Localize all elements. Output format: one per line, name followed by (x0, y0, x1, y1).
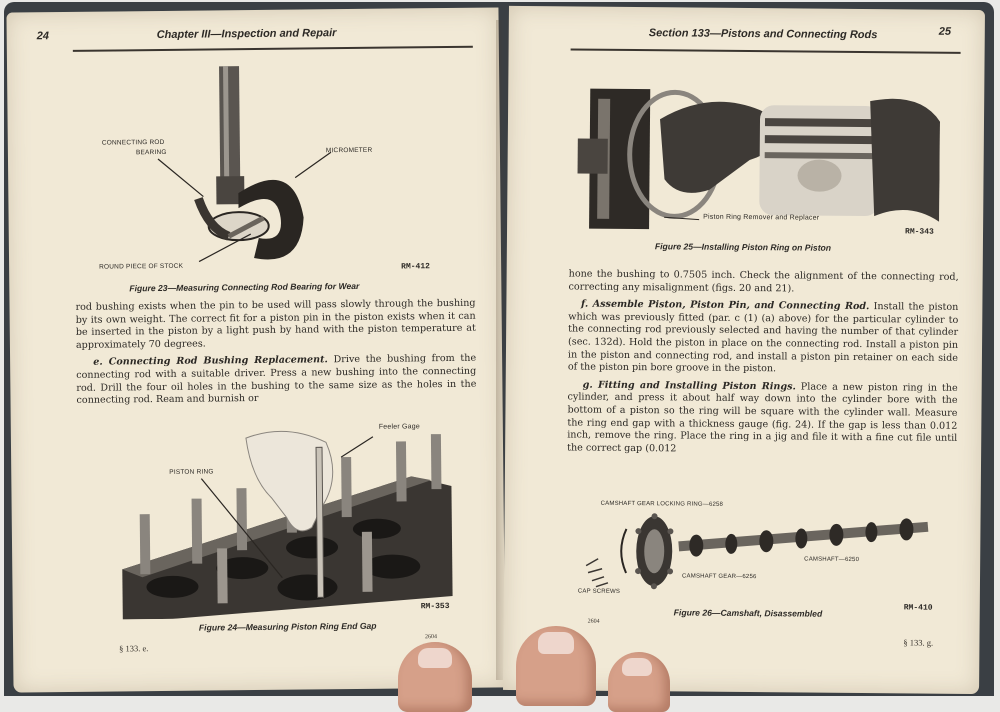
callout-locking-ring: CAMSHAFT GEAR LOCKING RING—6258 (600, 500, 724, 508)
figure-25-caption: Figure 25—Installing Piston Ring on Piston (654, 241, 832, 253)
right-body-text (567, 268, 959, 463)
figure-24-cylinder-block-illustration (111, 416, 458, 620)
figure-26-camshaft-illustration (566, 510, 947, 603)
left-page (6, 7, 505, 692)
left-paragraph-1: rod bushing exists when the pin to be used will pass slowly through the bushing by its own weight. The correct fit for a piston pin in the piston exists when it can be inserted in the piston by a light push by hand with the piston temperature at approximately 70 degrees. (75, 297, 476, 351)
right-paragraph-2 (568, 299, 959, 378)
right-paragraph-1: hone the bushing to 0.7505 inch. Check the alignment of the connecting rod, correcting any misalignment (figs. 20 and 21). (568, 268, 959, 295)
left-paragraph-2-heading: e. Connecting Rod Bushing Replacement. (93, 354, 328, 369)
right-paragraph-3 (567, 379, 958, 458)
left-header-rule (73, 46, 473, 52)
callout-camshaft: CAMSHAFT—6250 (804, 556, 860, 564)
right-footer-code: 2604 (587, 618, 600, 625)
right-running-head: Section 133—Pistons and Connecting Rods (648, 27, 878, 42)
right-page-number: 25 (938, 25, 952, 38)
callout-camshaft-gear: CAMSHAFT GEAR—6256 (681, 573, 757, 581)
figure-24-code: RM-353 (420, 601, 450, 612)
left-footer-code: 2604 (424, 634, 438, 641)
figure-23-caption: Figure 23—Measuring Connecting Rod Bearing for Wear (129, 280, 360, 294)
figure-23-code: RM-412 (401, 262, 430, 272)
right-paragraph-3-heading: g. Fitting and Installing Piston Rings. (582, 379, 796, 393)
callout-ring-remover: Piston Ring Remover and Replacer (703, 213, 820, 222)
figure-23-micrometer-illustration (87, 56, 449, 275)
callout-feeler-gage: Feeler Gage (378, 423, 420, 431)
callout-piston-ring: PISTON RING (169, 468, 214, 476)
left-page-number: 24 (36, 30, 50, 43)
left-running-head: Chapter III—Inspection and Repair (156, 27, 337, 42)
callout-cap-screws: CAP SCREWS (577, 588, 621, 595)
figure-26-code: RM-410 (903, 603, 933, 613)
left-footer-section: § 133. e. (119, 643, 149, 654)
callout-bearing: BEARING (135, 148, 167, 157)
left-paragraph-2-body: Drive the bushing from the connecting rod with a suitable driver. Press a new bushing into the connecting rod. Drill the four oil holes in the bushing to the same size as the holes in the connecting rod. Ream and burnish or (76, 353, 477, 407)
right-footer-section: § 133. g. (903, 637, 934, 648)
figure-24-caption: Figure 24—Measuring Piston Ring End Gap (198, 620, 377, 633)
fingernail-2 (538, 632, 574, 654)
right-page (503, 6, 985, 694)
left-paragraph-2 (76, 353, 477, 408)
callout-round-stock: ROUND PIECE OF STOCK (99, 262, 184, 271)
figure-25-code: RM-343 (904, 227, 934, 237)
right-paragraph-2-body: Install the piston which was previously fitted (par. c (1) (a) above) for the particular cylinder to the connecting rod previously selected and having the number of that cylinder (sec. 132d). Hold the piston in place on the connecting rod. Install a piston pin in the piston and connecting rod, and install a piston pin retainer on each side of the piston pin bore groove in the piston. (567, 301, 959, 375)
left-body-text (75, 298, 476, 413)
callout-micrometer: MICROMETER (325, 146, 373, 155)
callout-connecting-rod: CONNECTING ROD (101, 138, 165, 147)
fingernail-1 (418, 648, 452, 668)
right-paragraph-2-heading: f. Assemble Piston, Piston Pin, and Connecting Rod. (581, 298, 870, 313)
right-paragraph-3-body: Place a new piston ring in the cylinder, and press it about half way down into the cylinder bore with the bottom of a piston so the ring will be square with the cylinder wall. Measure the ring end gap with a thickness gauge (fig. 24). If the gap is less than 0.012 inch, remove the ring. Place the ring in a jig and file it with a fine cut file until the correct gap (0.012 (567, 381, 958, 455)
figure-26-caption: Figure 26—Camshaft, Disassembled (673, 607, 823, 619)
right-header-rule (571, 48, 961, 53)
fingernail-3 (622, 658, 652, 676)
